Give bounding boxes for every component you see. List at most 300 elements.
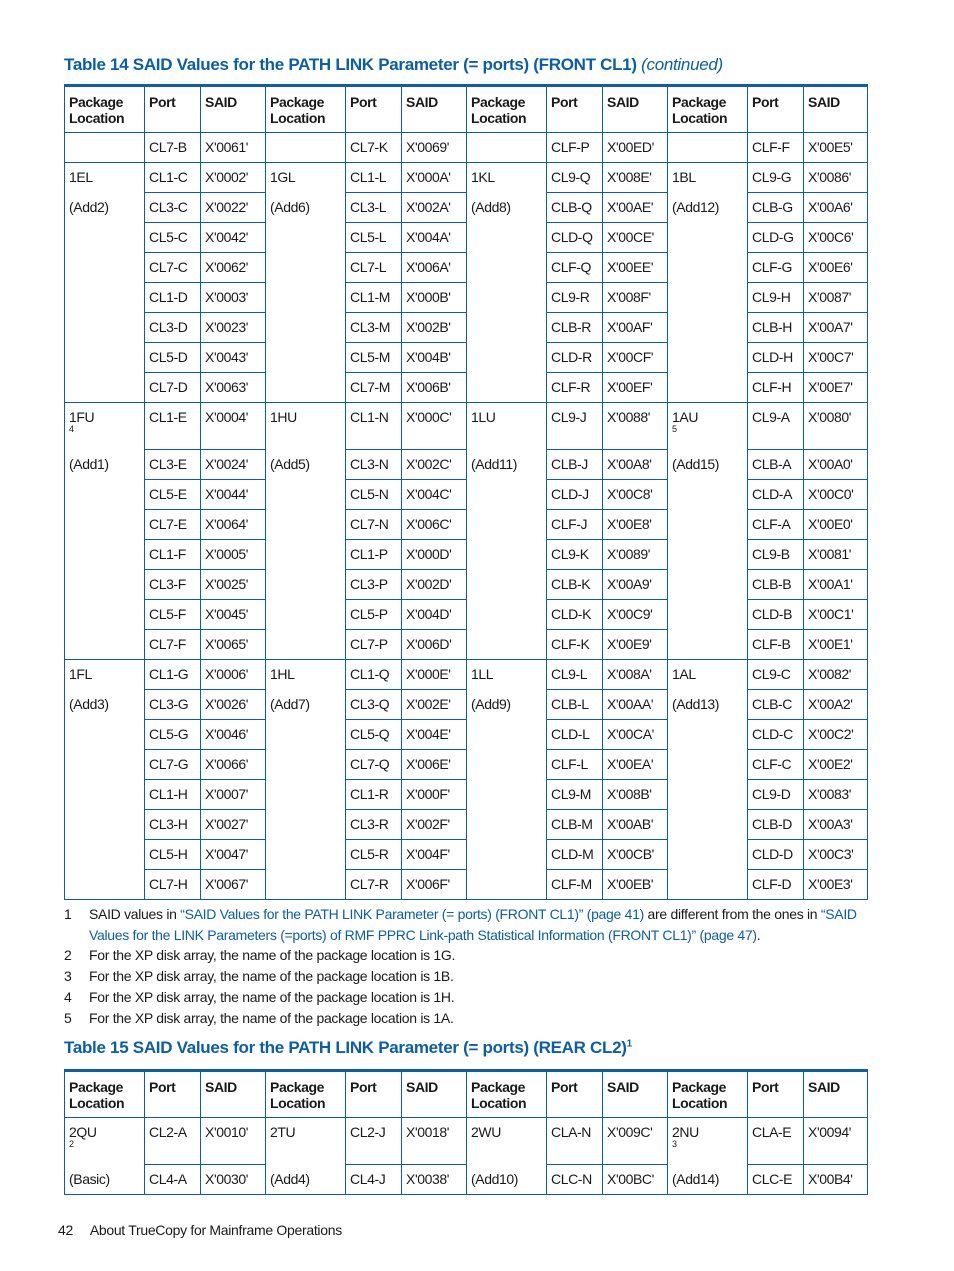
package-location-cell: [65, 343, 145, 373]
table-row: [65, 193, 868, 223]
table15-title-footnote-ref[interactable]: 1: [626, 1038, 632, 1050]
said-cell: X'0065': [201, 630, 266, 660]
port-cell: CLD-R: [547, 343, 603, 373]
table-row: [65, 133, 868, 163]
package-location-cell: [266, 750, 346, 780]
said-cell: X'0005': [201, 540, 266, 570]
package-add-label: (Add11): [471, 455, 517, 472]
said-cell: X'000D': [402, 540, 467, 570]
table-row: [65, 343, 868, 373]
table-row: [65, 253, 868, 283]
package-add-label: (Basic): [69, 1170, 110, 1187]
table15: [64, 1069, 868, 1195]
said-cell: X'002B': [402, 313, 467, 343]
said-cell: X'0027': [201, 810, 266, 840]
port-cell: CLB-J: [547, 450, 603, 480]
column-header: SAID: [402, 86, 467, 133]
port-cell: CLD-G: [748, 223, 804, 253]
port-cell: CL9-L: [547, 660, 603, 690]
port-cell: CLB-G: [748, 193, 804, 223]
footnote-text-part: are different from the ones in: [643, 906, 821, 922]
said-cell: X'006B': [402, 373, 467, 403]
said-cell: X'006F': [402, 870, 467, 900]
port-cell: CL9-A: [748, 403, 804, 450]
package-location-cell: [65, 133, 145, 163]
port-cell: CL7-R: [346, 870, 402, 900]
package-location-cell: [467, 313, 547, 343]
said-cell: X'00A6': [804, 193, 868, 223]
package-location-cell: [467, 1118, 547, 1165]
port-cell: CLB-M: [547, 810, 603, 840]
port-cell: CLC-N: [547, 1165, 603, 1195]
said-cell: X'0022': [201, 193, 266, 223]
table14-body: [65, 133, 868, 900]
footnote: [64, 966, 868, 987]
package-add-label: (Add14): [672, 1170, 720, 1187]
port-cell: CL7-H: [145, 870, 201, 900]
package-footnote-ref[interactable]: 2: [69, 1139, 74, 1149]
table-row: [65, 600, 868, 630]
column-header: Port: [346, 86, 402, 133]
package-footnote-ref[interactable]: 3: [672, 1139, 677, 1149]
table14-header-row: [65, 86, 868, 133]
port-cell: CLD-K: [547, 600, 603, 630]
package-location-cell: [668, 253, 748, 283]
footnote-number: 4: [64, 989, 72, 1005]
package-location-cell: [668, 570, 748, 600]
package-location-cell: [266, 163, 346, 193]
table-row: [65, 1118, 868, 1165]
column-header-line: Location: [270, 1095, 326, 1111]
table14: [64, 84, 868, 900]
port-cell: CLF-K: [547, 630, 603, 660]
package-location-cell: [668, 600, 748, 630]
said-cell: X'004B': [402, 343, 467, 373]
port-cell: CL5-C: [145, 223, 201, 253]
package-location-cell: [467, 450, 547, 480]
package-location-cell: [266, 133, 346, 163]
said-cell: X'00E8': [603, 510, 668, 540]
said-cell: X'0030': [201, 1165, 266, 1195]
package-location-cell: [668, 450, 748, 480]
footnote-number: 5: [64, 1010, 72, 1026]
table-row: [65, 540, 868, 570]
table-row: [65, 840, 868, 870]
port-cell: CL3-N: [346, 450, 402, 480]
package-location-cell: [467, 540, 547, 570]
said-cell: X'00A2': [804, 690, 868, 720]
package-name: 2WU: [471, 1124, 501, 1140]
package-location-cell: [467, 373, 547, 403]
said-cell: X'0066': [201, 750, 266, 780]
said-cell: X'0094': [804, 1118, 868, 1165]
port-cell: CL4-A: [145, 1165, 201, 1195]
package-location-cell: [467, 163, 547, 193]
port-cell: CLD-L: [547, 720, 603, 750]
package-add-label: (Add12): [672, 198, 720, 215]
footnote-link[interactable]: “SAID Values for the LINK Parameters (=ports) of RMF PPRC Link-path Statistical Information (FRONT CL1)” (page 47): [89, 906, 857, 943]
package-location-cell: [266, 540, 346, 570]
package-location-cell: [65, 840, 145, 870]
package-location-cell: [467, 600, 547, 630]
package-location-cell: [65, 750, 145, 780]
column-header: [266, 1071, 346, 1118]
said-cell: X'0043': [201, 343, 266, 373]
said-cell: X'008E': [603, 163, 668, 193]
port-cell: CLF-B: [748, 630, 804, 660]
said-cell: X'000E': [402, 660, 467, 690]
column-header-line: Package: [69, 94, 124, 110]
said-cell: X'0002': [201, 163, 266, 193]
table-row: [65, 570, 868, 600]
port-cell: CL3-H: [145, 810, 201, 840]
package-location-cell: [266, 1165, 346, 1195]
port-cell: CL9-M: [547, 780, 603, 810]
package-location-cell: [668, 480, 748, 510]
said-cell: X'00C1': [804, 600, 868, 630]
said-cell: X'00C9': [603, 600, 668, 630]
footnote-number: 1: [64, 906, 72, 922]
port-cell: CL5-Q: [346, 720, 402, 750]
footnote-text: [89, 966, 868, 987]
said-cell: X'0064': [201, 510, 266, 540]
package-name: 2TU: [270, 1124, 296, 1140]
port-cell: CL2-J: [346, 1118, 402, 1165]
table-row: [65, 1165, 868, 1195]
port-cell: CL7-N: [346, 510, 402, 540]
said-cell: X'0010': [201, 1118, 266, 1165]
port-cell: CL3-D: [145, 313, 201, 343]
package-add-label: (Add6): [270, 198, 310, 215]
column-header: [668, 1071, 748, 1118]
package-location-cell: [467, 720, 547, 750]
table-row: [65, 450, 868, 480]
said-cell: X'00E3': [804, 870, 868, 900]
package-location-cell: [65, 780, 145, 810]
package-location-cell: [668, 163, 748, 193]
package-location-cell: [65, 510, 145, 540]
port-cell: CL7-Q: [346, 750, 402, 780]
column-header: [266, 86, 346, 133]
said-cell: X'0038': [402, 1165, 467, 1195]
said-cell: X'00CA': [603, 720, 668, 750]
said-cell: X'0063': [201, 373, 266, 403]
package-location-cell: [467, 223, 547, 253]
said-cell: X'00AB': [603, 810, 668, 840]
package-location-cell: [65, 690, 145, 720]
package-location-cell: [266, 1118, 346, 1165]
said-cell: X'0047': [201, 840, 266, 870]
column-header: Port: [346, 1071, 402, 1118]
footnote-number: 2: [64, 947, 72, 963]
port-cell: CLA-N: [547, 1118, 603, 1165]
package-location-cell: [668, 313, 748, 343]
package-location-cell: [266, 253, 346, 283]
port-cell: CLF-L: [547, 750, 603, 780]
package-name: 1LL: [471, 666, 494, 682]
package-location-cell: [65, 283, 145, 313]
port-cell: CL5-D: [145, 343, 201, 373]
package-location-cell: [467, 630, 547, 660]
column-header: [65, 86, 145, 133]
port-cell: CL3-G: [145, 690, 201, 720]
package-location-cell: [65, 373, 145, 403]
column-header-line: Location: [471, 110, 527, 126]
said-cell: X'0081': [804, 540, 868, 570]
page-number: 42: [58, 1222, 73, 1238]
package-location-cell: [266, 480, 346, 510]
said-cell: X'0082': [804, 660, 868, 690]
said-cell: X'0061': [201, 133, 266, 163]
table15-body: [65, 1118, 868, 1195]
package-location-cell: [668, 510, 748, 540]
said-cell: X'000C': [402, 403, 467, 450]
said-cell: X'00C2': [804, 720, 868, 750]
footnote-text-part: For the XP disk array, the name of the package location is 1G.: [89, 947, 456, 963]
said-cell: X'0004': [201, 403, 266, 450]
port-cell: CL1-D: [145, 283, 201, 313]
port-cell: CLB-B: [748, 570, 804, 600]
table15-title: [64, 1038, 632, 1058]
package-name: 1EL: [69, 169, 93, 185]
said-cell: X'00EA': [603, 750, 668, 780]
package-location-cell: [266, 223, 346, 253]
said-cell: X'009C': [603, 1118, 668, 1165]
said-cell: X'004D': [402, 600, 467, 630]
port-cell: CL3-Q: [346, 690, 402, 720]
column-header-line: Package: [672, 1079, 727, 1095]
table-row: [65, 810, 868, 840]
package-name: 1FU: [69, 409, 95, 425]
column-header: Port: [145, 1071, 201, 1118]
package-location-cell: [65, 720, 145, 750]
table-row: [65, 750, 868, 780]
column-header-line: Location: [69, 1095, 125, 1111]
package-name: 1AL: [672, 666, 696, 682]
package-location-cell: [668, 840, 748, 870]
package-location-cell: [65, 870, 145, 900]
said-cell: X'00AF': [603, 313, 668, 343]
said-cell: X'004C': [402, 480, 467, 510]
said-cell: X'006D': [402, 630, 467, 660]
said-cell: X'002F': [402, 810, 467, 840]
package-location-cell: [65, 253, 145, 283]
port-cell: CL1-H: [145, 780, 201, 810]
said-cell: X'0080': [804, 403, 868, 450]
said-cell: X'004F': [402, 840, 467, 870]
package-add-label: (Add15): [672, 455, 720, 472]
column-header: SAID: [201, 1071, 266, 1118]
said-cell: X'0083': [804, 780, 868, 810]
port-cell: CL4-J: [346, 1165, 402, 1195]
package-location-cell: [65, 570, 145, 600]
port-cell: CL3-M: [346, 313, 402, 343]
package-location-cell: [266, 373, 346, 403]
package-location-cell: [467, 660, 547, 690]
port-cell: CL9-C: [748, 660, 804, 690]
package-add-label: (Add4): [270, 1170, 310, 1187]
port-cell: CLB-H: [748, 313, 804, 343]
package-location-cell: [668, 630, 748, 660]
said-cell: X'00E0': [804, 510, 868, 540]
table-row: [65, 720, 868, 750]
port-cell: CL5-M: [346, 343, 402, 373]
said-cell: X'0086': [804, 163, 868, 193]
said-cell: X'0025': [201, 570, 266, 600]
said-cell: X'002C': [402, 450, 467, 480]
footnote-text: [89, 904, 868, 946]
package-location-cell: [467, 810, 547, 840]
column-header-line: Package: [672, 94, 727, 110]
column-header: Port: [748, 1071, 804, 1118]
port-cell: CL1-F: [145, 540, 201, 570]
package-location-cell: [467, 840, 547, 870]
said-cell: X'0087': [804, 283, 868, 313]
package-add-label: (Add2): [69, 198, 109, 215]
port-cell: CLF-J: [547, 510, 603, 540]
port-cell: CLF-H: [748, 373, 804, 403]
package-location-cell: [266, 810, 346, 840]
port-cell: CL9-Q: [547, 163, 603, 193]
port-cell: CLB-A: [748, 450, 804, 480]
table-row: [65, 780, 868, 810]
footnote-number: 3: [64, 968, 72, 984]
port-cell: CL1-N: [346, 403, 402, 450]
package-location-cell: [668, 1165, 748, 1195]
package-name: 1BL: [672, 169, 696, 185]
port-cell: CL9-G: [748, 163, 804, 193]
said-cell: X'00A1': [804, 570, 868, 600]
port-cell: CLD-D: [748, 840, 804, 870]
package-name: 1AU: [672, 409, 699, 425]
said-cell: X'00AA': [603, 690, 668, 720]
footnote: [64, 904, 868, 946]
port-cell: CL7-B: [145, 133, 201, 163]
package-name: 1HU: [270, 409, 297, 425]
said-cell: X'0003': [201, 283, 266, 313]
said-cell: X'0062': [201, 253, 266, 283]
package-location-cell: [668, 193, 748, 223]
package-location-cell: [668, 540, 748, 570]
said-cell: X'006C': [402, 510, 467, 540]
column-header: Port: [547, 86, 603, 133]
package-location-cell: [467, 480, 547, 510]
package-location-cell: [266, 570, 346, 600]
package-footnote-ref[interactable]: 5: [672, 424, 677, 434]
said-cell: X'0018': [402, 1118, 467, 1165]
said-cell: X'000B': [402, 283, 467, 313]
port-cell: CLF-F: [748, 133, 804, 163]
said-cell: X'008B': [603, 780, 668, 810]
table14-title-suffix: (continued): [641, 55, 723, 74]
column-header: SAID: [603, 1071, 668, 1118]
package-location-cell: [467, 283, 547, 313]
said-cell: X'000F': [402, 780, 467, 810]
port-cell: CL9-J: [547, 403, 603, 450]
said-cell: X'000A': [402, 163, 467, 193]
package-location-cell: [668, 690, 748, 720]
package-name: 1LU: [471, 409, 496, 425]
column-header: [668, 86, 748, 133]
said-cell: X'00AE': [603, 193, 668, 223]
port-cell: CL9-R: [547, 283, 603, 313]
footnote-link[interactable]: “SAID Values for the PATH LINK Parameter (= ports) (FRONT CL1)” (page 41): [180, 906, 644, 922]
said-cell: X'00A8': [603, 450, 668, 480]
package-location-cell: [266, 600, 346, 630]
port-cell: CLF-M: [547, 870, 603, 900]
package-add-label: (Add9): [471, 695, 511, 712]
page-footer: [58, 1222, 356, 1238]
column-header: Port: [145, 86, 201, 133]
port-cell: CL1-M: [346, 283, 402, 313]
table15-header-row: [65, 1071, 868, 1118]
said-cell: X'00BC': [603, 1165, 668, 1195]
column-header-line: Package: [270, 1079, 325, 1095]
footnote: [64, 945, 868, 966]
section-title: About TrueCopy for Mainframe Operations: [89, 1222, 342, 1238]
package-location-cell: [266, 283, 346, 313]
column-header: SAID: [804, 1071, 868, 1118]
table-row: [65, 690, 868, 720]
package-footnote-ref[interactable]: 4: [69, 424, 74, 434]
package-name: 2QU: [69, 1124, 97, 1140]
said-cell: X'00E2': [804, 750, 868, 780]
package-location-cell: [668, 780, 748, 810]
column-header: SAID: [402, 1071, 467, 1118]
package-location-cell: [467, 570, 547, 600]
package-add-label: (Add8): [471, 198, 511, 215]
table-row: [65, 870, 868, 900]
package-name: 1GL: [270, 169, 296, 185]
package-name: 2NU: [672, 1124, 699, 1140]
package-location-cell: [668, 403, 748, 450]
column-header-line: Package: [471, 1079, 526, 1095]
port-cell: CL5-E: [145, 480, 201, 510]
package-location-cell: [467, 253, 547, 283]
column-header: [467, 86, 547, 133]
port-cell: CLA-E: [748, 1118, 804, 1165]
footnote-text: [89, 1008, 868, 1029]
port-cell: CLB-C: [748, 690, 804, 720]
port-cell: CL9-H: [748, 283, 804, 313]
said-cell: X'0089': [603, 540, 668, 570]
package-add-label: (Add3): [69, 695, 109, 712]
said-cell: X'0006': [201, 660, 266, 690]
said-cell: X'00C3': [804, 840, 868, 870]
said-cell: X'00E7': [804, 373, 868, 403]
package-location-cell: [266, 313, 346, 343]
said-cell: X'006E': [402, 750, 467, 780]
port-cell: CL5-F: [145, 600, 201, 630]
package-location-cell: [266, 720, 346, 750]
port-cell: CL1-R: [346, 780, 402, 810]
column-header: SAID: [804, 86, 868, 133]
column-header-line: Location: [69, 110, 125, 126]
package-add-label: (Add7): [270, 695, 310, 712]
said-cell: X'006A': [402, 253, 467, 283]
package-location-cell: [467, 750, 547, 780]
port-cell: CL7-D: [145, 373, 201, 403]
package-name: 1HL: [270, 666, 295, 682]
package-location-cell: [65, 630, 145, 660]
said-cell: X'00B4': [804, 1165, 868, 1195]
port-cell: CL3-F: [145, 570, 201, 600]
port-cell: CLB-L: [547, 690, 603, 720]
said-cell: X'0069': [402, 133, 467, 163]
package-location-cell: [668, 660, 748, 690]
package-location-cell: [467, 1165, 547, 1195]
footnote-text-part: For the XP disk array, the name of the package location is 1A.: [89, 1010, 454, 1026]
